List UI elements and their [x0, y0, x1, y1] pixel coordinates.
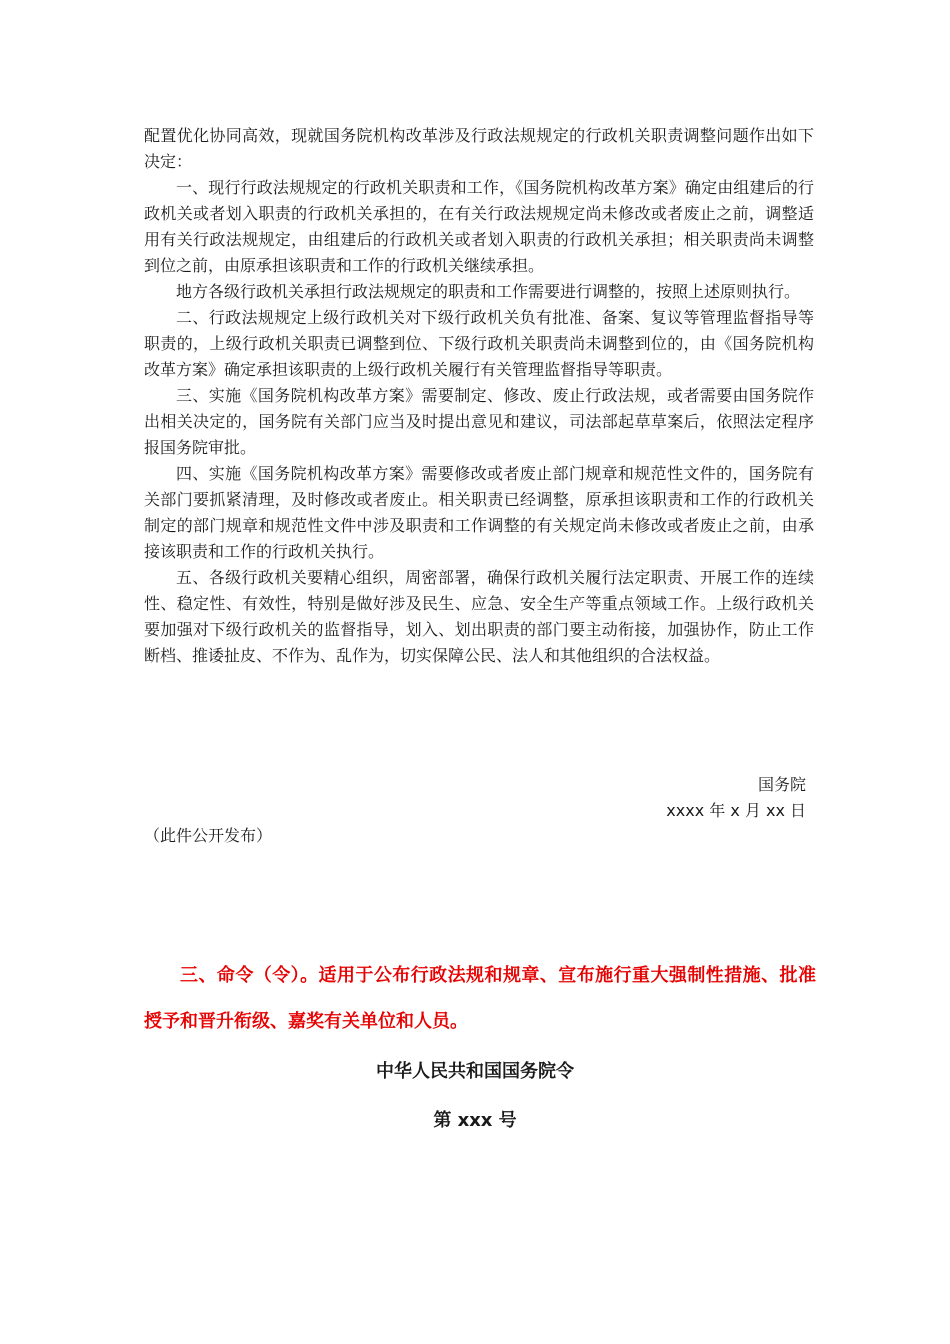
section-heading-block: [144, 953, 816, 1045]
paragraph-item-1: 一、现行行政法规规定的行政机关职责和工作，《国务院机构改革方案》确定由组建后的行政机关或者划入职责的行政机关承担的，在有关行政法规规定尚未修改或者废止之前，调整适用有关行政法规规定，由组建后的行政机关或者划入职责的行政机关承担；相关职责尚未调整到位之前，由原承担该职责和工作的行政机关继续承担。: [144, 178, 814, 275]
decree-number: 第 xxx 号: [433, 1110, 517, 1131]
paragraph-item-5: 五、各级行政机关要精心组织，周密部署，确保行政机关履行法定职责、开展工作的连续性、稳定性、有效性，特别是做好涉及民生、应急、安全生产等重点领域工作。上级行政机关要加强对下级行政机关的监督指导，划入、划出职责的部门要主动衔接，加强协作，防止工作断档、推诿扯皮、不作为、乱作为，切实保障公民、法人和其他组织的合法权益。: [144, 568, 814, 665]
signature-organization: 国务院: [757, 775, 806, 794]
signature-date: xxxx 年 x 月 xx 日: [666, 801, 806, 820]
document-body: [144, 123, 814, 669]
paragraph-item-4: 四、实施《国务院机构改革方案》需要修改或者废止部门规章和规范性文件的，国务院有关部门要抓紧清理，及时修改或者废止。相关职责已经调整，原承担该职责和工作的行政机关制定的部门规章和规范性文件中涉及职责和工作调整的有关规定尚未修改或者废止之前，由承接该职责和工作的行政机关执行。: [144, 464, 814, 561]
paragraph-item-2: 二、行政法规规定上级行政机关对下级行政机关负有批准、备案、复议等管理监督指导等职责的，上级行政机关职责已调整到位、下级行政机关职责尚未调整到位的，由《国务院机构改革方案》确定承担该职责的上级行政机关履行有关管理监督指导等职责。: [144, 308, 814, 379]
publish-note: （此件公开发布）: [144, 826, 273, 845]
decree-title: 中华人民共和国国务院令: [376, 1061, 574, 1082]
paragraph-item-3: 三、实施《国务院机构改革方案》需要制定、修改、废止行政法规，或者需要由国务院作出相关决定的，国务院有关部门应当及时提出意见和建议，司法部起草草案后，依照法定程序报国务院审批。: [144, 386, 814, 457]
section-heading: 三、命令（令）。适用于公布行政法规和规章、宣布施行重大强制性措施、批准授予和晋升衔级、嘉奖有关单位和人员。: [144, 965, 816, 1032]
paragraph-item-1-local: 地方各级行政机关承担行政法规规定的职责和工作需要进行调整的，按照上述原则执行。: [176, 282, 801, 301]
paragraph-intro: 配置优化协同高效，现就国务院机构改革涉及行政法规规定的行政机关职责调整问题作出如下决定：: [144, 126, 814, 171]
